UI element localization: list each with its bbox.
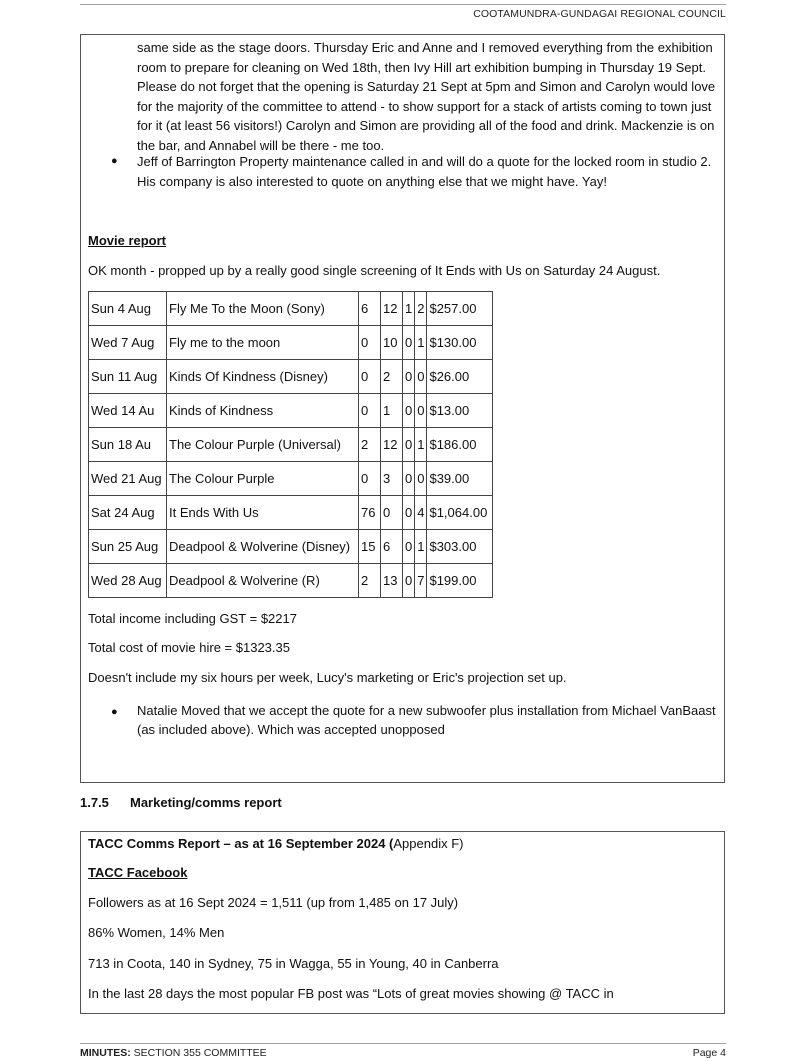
table-row (89, 428, 493, 462)
movie-cell-d: 1 (415, 428, 427, 462)
movie-cell-date: Wed 21 Aug (89, 462, 167, 496)
movie-cell-title: Deadpool & Wolverine (R) (167, 564, 359, 598)
comms-title (88, 836, 463, 851)
header-rule (80, 4, 726, 5)
movie-cell-date: Wed 14 Au (89, 394, 167, 428)
table-row (89, 292, 493, 326)
movie-cell-amount: $13.00 (427, 394, 493, 428)
movie-cell-a: 2 (359, 428, 381, 462)
footer-committee-name: SECTION 355 COMMITTEE (133, 1047, 267, 1059)
total-cost: Total cost of movie hire = $1323.35 (88, 640, 290, 655)
movie-cell-d: 1 (415, 326, 427, 360)
movie-intro: OK month - propped up by a really good single screening of It Ends with Us on Saturday 24 August. (88, 263, 661, 278)
table-row (89, 496, 493, 530)
movie-cell-d: 7 (415, 564, 427, 598)
movie-cell-c: 0 (403, 394, 415, 428)
movie-cell-title: Kinds Of Kindness (Disney) (167, 360, 359, 394)
movie-cell-b: 1 (381, 394, 403, 428)
popular-post-line: In the last 28 days the most popular FB post was “Lots of great movies showing @ TACC in (88, 986, 614, 1001)
movie-cell-amount: $186.00 (427, 428, 493, 462)
movie-cell-date: Sun 25 Aug (89, 530, 167, 564)
movie-cell-b: 3 (381, 462, 403, 496)
movie-cell-c: 0 (403, 496, 415, 530)
movie-cell-c: 0 (403, 326, 415, 360)
movie-cell-b: 0 (381, 496, 403, 530)
section-number: 1.7.5 (80, 795, 109, 810)
table-row (89, 360, 493, 394)
gender-line: 86% Women, 14% Men (88, 925, 225, 940)
movie-cell-date: Sun 4 Aug (89, 292, 167, 326)
movie-cell-amount: $257.00 (427, 292, 493, 326)
movie-cell-a: 0 (359, 360, 381, 394)
movie-cell-a: 0 (359, 394, 381, 428)
movie-cell-d: 4 (415, 496, 427, 530)
movie-cell-a: 2 (359, 564, 381, 598)
movie-cell-a: 0 (359, 326, 381, 360)
table-row (89, 394, 493, 428)
movie-cell-title: Fly me to the moon (167, 326, 359, 360)
movie-cell-amount: $303.00 (427, 530, 493, 564)
bullet-maintenance: Jeff of Barrington Property maintenance called in and will do a quote for the locked room in studio 2. His company is also interested to quote on anything else that we might have. Yay! (137, 154, 712, 189)
movie-cell-c: 0 (403, 462, 415, 496)
comms-title-bold: TACC Comms Report – as at 16 September 2024 ( (88, 836, 394, 851)
footer-committee (80, 1047, 267, 1059)
movie-cell-d: 1 (415, 530, 427, 564)
movie-report-heading: Movie report (88, 233, 167, 248)
bullet-subwoofer-motion: Natalie Moved that we accept the quote for a new subwoofer plus installation from Michael VanBaast (as included above). Which was accepted unopposed (137, 703, 716, 737)
movie-cell-a: 15 (359, 530, 381, 564)
movie-cell-amount: $1,064.00 (427, 496, 493, 530)
movie-cell-amount: $26.00 (427, 360, 493, 394)
movie-cell-b: 13 (381, 564, 403, 598)
table-row (89, 530, 493, 564)
movie-cell-a: 0 (359, 462, 381, 496)
movie-cell-b: 12 (381, 428, 403, 462)
movie-cell-title: Kinds of Kindness (167, 394, 359, 428)
movie-cell-c: 0 (403, 428, 415, 462)
movie-cell-d: 0 (415, 360, 427, 394)
movie-cell-title: It Ends With Us (167, 496, 359, 530)
table-row (89, 326, 493, 360)
table-row (89, 564, 493, 598)
comms-report-box (80, 831, 725, 1014)
movie-cell-title: The Colour Purple (167, 462, 359, 496)
bullet-icon: ● (111, 706, 118, 718)
movie-cell-a: 6 (359, 292, 381, 326)
movie-cell-d: 0 (415, 462, 427, 496)
movie-cell-c: 0 (403, 530, 415, 564)
section-title: Marketing/comms report (130, 795, 282, 810)
footer-rule (80, 1043, 726, 1044)
movie-cell-a: 76 (359, 496, 381, 530)
movie-cell-d: 2 (415, 292, 427, 326)
movie-cell-date: Wed 7 Aug (89, 326, 167, 360)
movie-cell-date: Wed 28 Aug (89, 564, 167, 598)
movie-cell-date: Sat 24 Aug (89, 496, 167, 530)
movie-cell-date: Sun 18 Au (89, 428, 167, 462)
footer-label: MINUTES: (80, 1047, 131, 1059)
movie-cell-b: 10 (381, 326, 403, 360)
comms-title-appendix: Appendix F) (393, 836, 464, 851)
total-income: Total income including GST = $2217 (88, 611, 297, 626)
movie-cell-c: 1 (403, 292, 415, 326)
movie-cell-b: 6 (381, 530, 403, 564)
movie-cell-b: 2 (381, 360, 403, 394)
movie-cell-d: 0 (415, 394, 427, 428)
movie-cell-amount: $130.00 (427, 326, 493, 360)
movie-cell-amount: $39.00 (427, 462, 493, 496)
movie-cell-title: Deadpool & Wolverine (Disney) (167, 530, 359, 564)
table-row (89, 462, 493, 496)
movie-cell-b: 12 (381, 292, 403, 326)
movie-cell-title: The Colour Purple (Universal) (167, 428, 359, 462)
movie-cell-amount: $199.00 (427, 564, 493, 598)
movie-cell-title: Fly Me To the Moon (Sony) (167, 292, 359, 326)
movie-table (88, 291, 493, 598)
council-name: COOTAMUNDRA-GUNDAGAI REGIONAL COUNCIL (473, 8, 726, 20)
followers-line: Followers as at 16 Sept 2024 = 1,511 (up from 1,485 on 17 July) (88, 895, 459, 910)
bullet-icon: ● (111, 155, 118, 167)
facebook-heading: TACC Facebook (88, 865, 188, 880)
locations-line: 713 in Coota, 140 in Sydney, 75 in Wagga, 55 in Young, 40 in Canberra (88, 956, 499, 971)
movie-cell-c: 0 (403, 360, 415, 394)
cost-note: Doesn't include my six hours per week, Lucy's marketing or Eric's projection set up. (88, 670, 567, 685)
movie-cell-c: 0 (403, 564, 415, 598)
report-box (80, 34, 725, 783)
page-number: Page 4 (692, 1047, 726, 1059)
movie-cell-date: Sun 11 Aug (89, 360, 167, 394)
continuation-paragraph: same side as the stage doors. Thursday Eric and Anne and I removed everything from the exhibition room to prepare for cleaning on Wed 18th, then Ivy Hill art exhibition bumping in Thursday 19 Sept. Please do not forget that the opening is Saturday 21 Sept at 5pm and Simon and Carolyn would love for the majority of the committee to attend - to show support for a stack of artists coming to town just for it (at least 56 visitors!) Carolyn and Simon are providing all of the food and drink. Mackenzie is on the bar, and Annabel will be there - me too. (137, 40, 716, 153)
